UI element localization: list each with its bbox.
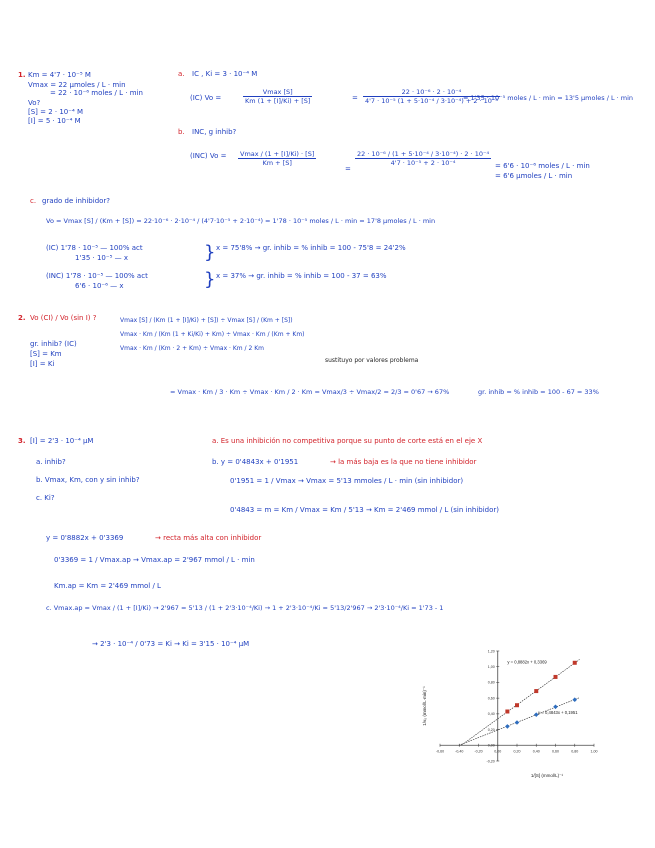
q3-given: [I] = 2'3 · 10⁻⁴ µM bbox=[30, 437, 94, 445]
series-1-equation: y = 0,4843x + 0,1951 bbox=[538, 709, 578, 715]
q1-b-frac2-den: 4'7 · 10⁻⁵ + 2 · 10⁻⁴ bbox=[390, 159, 456, 167]
data-point-diamond bbox=[553, 704, 558, 709]
q3-b-km: 0'4843 = m = Km / Vmax = Km / 5'13 → Km = 2'469 mmol / L (sin inhibidor) bbox=[230, 506, 499, 514]
x-tick-label: 0,40 bbox=[532, 749, 540, 754]
q3-kmap: Km.ap = Km = 2'469 mmol / L bbox=[54, 582, 161, 590]
q1-b-lhs: (INC) Vo = bbox=[190, 152, 227, 160]
q2-note-2: [I] = Ki bbox=[30, 360, 55, 368]
q1-given-1: Vmax = 22 µmoles / L · min bbox=[28, 81, 126, 89]
data-point-square bbox=[515, 703, 519, 707]
q1-b-frac1 bbox=[238, 150, 316, 167]
x-tick-label: 0,80 bbox=[571, 749, 579, 754]
x-tick-label: -0,20 bbox=[474, 749, 483, 754]
q1-b-title: INC, g inhib? bbox=[192, 128, 237, 136]
q2-line2-res: gr. inhib = % inhib = 100 - 67 = 33% bbox=[478, 388, 599, 396]
q3-item-a: a. inhib? bbox=[36, 458, 66, 466]
y-tick-label: -0,20 bbox=[486, 759, 495, 764]
q1-number: 1. bbox=[18, 71, 26, 79]
q3-number: 3. bbox=[18, 437, 26, 445]
q3-b-note: → la más baja es la que no tiene inhibidor bbox=[330, 458, 477, 466]
q1-b-frac2-num: 22 · 10⁻⁶ / (1 + 5·10⁻⁴ / 3·10⁻⁴) · 2 · 10⁻⁴ bbox=[357, 150, 490, 158]
q2-eq1: Vmax [S] / (Km (1 + [I]/Ki) + [S]) ÷ Vmax [S] / (Km + [S]) bbox=[120, 317, 293, 324]
data-point-square bbox=[505, 710, 509, 714]
q1-c-ic-2: 1'35 · 10⁻⁵ — x bbox=[75, 254, 128, 262]
q1-c-title: grado de inhibidor? bbox=[42, 197, 111, 205]
x-tick-label: 0,60 bbox=[552, 749, 559, 754]
q1-a-frac2-num: 22 · 10⁻⁶ · 2 · 10⁻⁴ bbox=[363, 88, 500, 97]
x-axis-label: 1/[S] (mmol/L)⁻¹ bbox=[530, 773, 564, 778]
q3-y2-eq: y = 0'8882x + 0'3369 bbox=[46, 534, 124, 542]
y-tick-label: 0,20 bbox=[487, 727, 495, 732]
data-point-diamond bbox=[515, 720, 520, 725]
x-tick-label: 0,00 bbox=[494, 749, 502, 754]
q1-c-ic-brace: } bbox=[204, 242, 216, 263]
q1-a-frac1 bbox=[243, 88, 312, 105]
y-tick-label: 0,00 bbox=[487, 743, 495, 748]
q2-note-sub: sustituyo por valores problema bbox=[325, 357, 419, 364]
q3-a-answer: a. Es una inhibición no competitiva porque su punto de corte está en el eje X bbox=[212, 437, 483, 445]
data-point-square bbox=[534, 689, 538, 693]
y-tick-label: 1,20 bbox=[487, 649, 495, 654]
x-tick-label: -0,40 bbox=[455, 749, 464, 754]
trendline-0 bbox=[461, 659, 579, 745]
data-point-diamond bbox=[505, 724, 510, 729]
y-axis-label: 1/v₀ (mmol/L·min)⁻¹ bbox=[422, 686, 427, 726]
y-tick-label: 0,40 bbox=[487, 712, 495, 717]
data-point-diamond bbox=[572, 697, 577, 702]
q1-b-frac2 bbox=[355, 150, 491, 167]
y-tick-label: 1,00 bbox=[487, 665, 495, 670]
q1-a-frac1-num: Vmax [S] bbox=[243, 88, 312, 97]
series-0-equation: y = 0,8882x + 0,3369 bbox=[507, 659, 547, 665]
q1-a-lhs: (IC) Vo = bbox=[190, 94, 222, 102]
q1-b-label: b. bbox=[178, 128, 185, 136]
q1-a-eq-sign: = bbox=[352, 94, 358, 102]
y-tick-label: 0,60 bbox=[487, 696, 495, 701]
q1-b-eq-sign: = bbox=[345, 165, 351, 173]
q1-a-label: a. bbox=[178, 70, 185, 78]
q1-c-inc-res: x = 37% → gr. inhib = % inhib = 100 - 37 = 63% bbox=[216, 272, 387, 280]
x-tick-label: 0,20 bbox=[513, 749, 521, 754]
q1-b-frac1-num: Vmax / (1 + [I]/Ki) · [S] bbox=[240, 150, 315, 158]
q1-b-result2: = 6'6 µmoles / L · min bbox=[495, 172, 573, 180]
q1-c-ic-res: x = 75'8% → gr. inhib = % inhib = 100 - 75'8 = 24'2% bbox=[216, 244, 406, 252]
q1-c-label: c. bbox=[30, 197, 37, 205]
q3-item-c: c. Ki? bbox=[36, 494, 55, 502]
q3-c-eq: c. Vmax.ap = Vmax / (1 + [I]/Ki) → 2'967 = 5'13 / (1 + 2'3·10⁻⁴/Ki) → 1 + 2'3·10⁻⁴/Ki = 5'13/2'967 → 2'3·10⁻⁴/Ki = 1'73 - 1 bbox=[46, 604, 444, 612]
data-point-square bbox=[554, 675, 558, 679]
q2-number: 2. bbox=[18, 314, 26, 322]
y-tick-label: 0,80 bbox=[487, 680, 495, 685]
q1-given-5: [I] = 5 · 10⁻⁴ M bbox=[28, 117, 81, 125]
lineweaver-burk-chart bbox=[402, 643, 602, 783]
q1-given-0: Km = 4'7 · 10⁻⁵ M bbox=[28, 71, 91, 79]
q1-c-inc-brace: } bbox=[204, 269, 216, 290]
q2-note-0: gr. inhib? (IC) bbox=[30, 340, 77, 348]
q3-vmaxap: 0'3369 = 1 / Vmax.ap → Vmax.ap = 2'967 mmol / L · min bbox=[54, 556, 255, 564]
q1-a-title: IC , Ki = 3 · 10⁻⁴ M bbox=[192, 70, 258, 78]
q3-y2-note: → recta más alta con inhibidor bbox=[155, 534, 262, 542]
x-tick-label: 1,00 bbox=[590, 749, 598, 754]
q1-c-inc-2: 6'6 · 10⁻⁶ — x bbox=[75, 282, 124, 290]
data-point-square bbox=[573, 661, 577, 665]
q2-lhs: Vo (CI) / Vo (sin I) ? bbox=[30, 314, 97, 322]
q2-eq2: Vmax · Km / (Km (1 + Ki/Ki) + Km) ÷ Vmax · Km / (Km + Km) bbox=[120, 331, 305, 338]
q1-given-3: Vo? bbox=[28, 99, 41, 107]
q3-c-result: → 2'3 · 10⁻⁴ / 0'73 = Ki → Ki = 3'15 · 10⁻⁴ µM bbox=[92, 640, 250, 648]
q2-note-1: [S] = Km bbox=[30, 350, 62, 358]
q1-c-ic-1: (IC) 1'78 · 10⁻⁵ — 100% act bbox=[46, 244, 143, 252]
q1-b-frac1-den: Km + [S] bbox=[262, 159, 292, 167]
q3-b-vmax: 0'1951 = 1 / Vmax → Vmax = 5'13 mmoles / L · min (sin inhibidor) bbox=[230, 477, 464, 485]
q1-a-frac1-den: Km (1 + [I]/Ki) + [S] bbox=[245, 97, 311, 105]
q1-given-4: [S] = 2 · 10⁻⁴ M bbox=[28, 108, 84, 116]
q3-b-eq: b. y = 0'4843x + 0'1951 bbox=[212, 458, 299, 466]
q1-given-2: = 22 · 10⁻⁶ moles / L · min bbox=[50, 89, 143, 97]
q1-a-result: = 1'35 · 10⁻⁵ moles / L · min = 13'5 µmoles / L · min bbox=[463, 94, 634, 102]
q3-item-b: b. Vmax, Km, con y sin inhib? bbox=[36, 476, 140, 484]
q1-c-vo: Vo = Vmax [S] / (Km + [S]) = 22·10⁻⁶ · 2·10⁻⁴ / (4'7·10⁻⁵ + 2·10⁻⁴) = 1'78 · 10⁻⁵ moles / L · min = 17'8 µmoles / L · min bbox=[46, 217, 436, 225]
q1-a-frac2-den: 4'7 · 10⁻⁵ (1 + 5·10⁻⁴ / 3·10⁻⁴) + 2 · 10⁻⁴ bbox=[365, 97, 498, 105]
q1-c-inc-1: (INC) 1'78 · 10⁻⁵ — 100% act bbox=[46, 272, 148, 280]
q2-line2: = Vmax · Km / 3 · Km ÷ Vmax · Km / 2 · Km = Vmax/3 ÷ Vmax/2 = 2/3 = 0'67 → 67% bbox=[170, 388, 450, 396]
trendline-1 bbox=[459, 698, 580, 746]
q1-b-result1: = 6'6 · 10⁻⁶ moles / L · min bbox=[495, 162, 590, 170]
q2-eq3: Vmax · Km / (Km · 2 + Km) ÷ Vmax · Km / 2 Km bbox=[120, 345, 264, 352]
x-tick-label: -0,60 bbox=[435, 749, 445, 754]
